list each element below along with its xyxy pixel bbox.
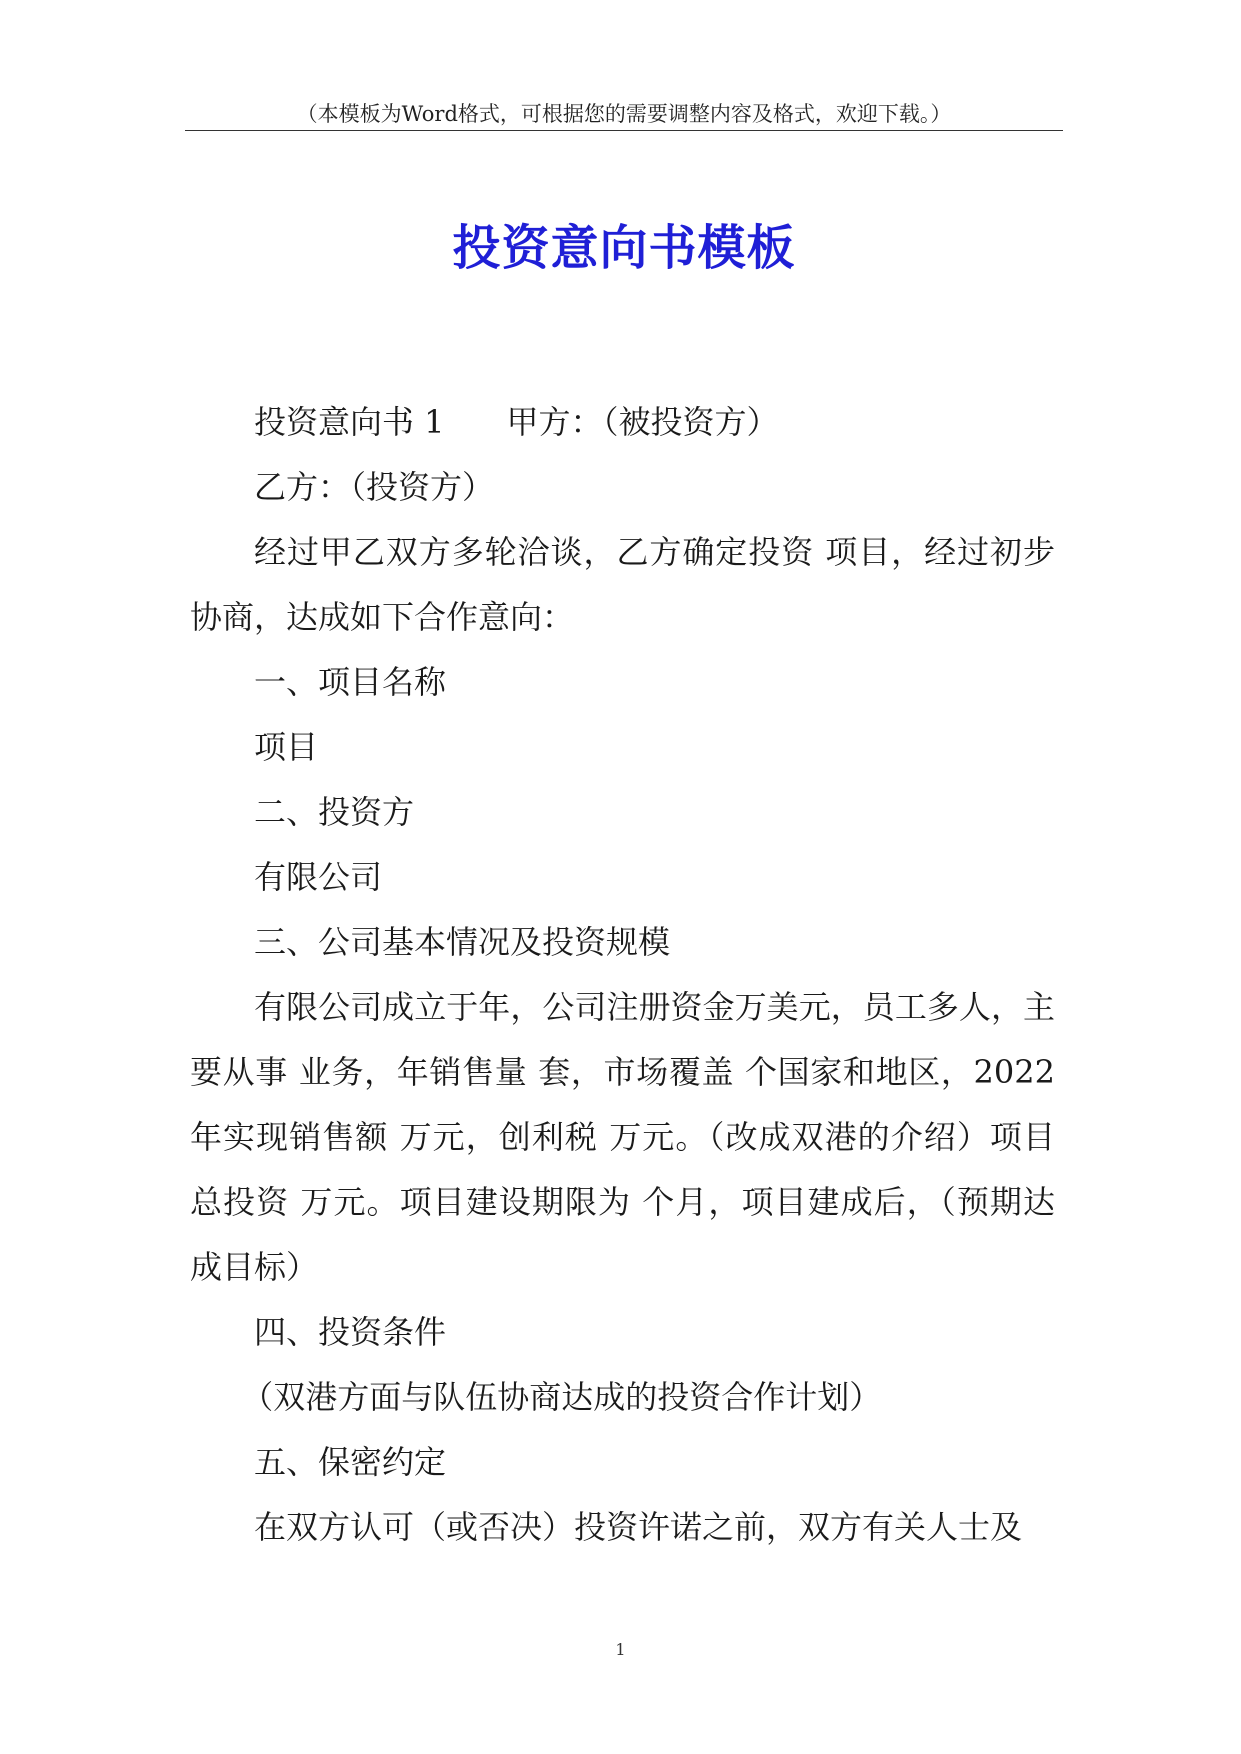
- paragraph: （双港方面与队伍协商达成的投资合作计划）: [241, 1378, 882, 1416]
- paragraph: 经过甲乙双方多轮洽谈，乙方确定投资 项目，经过初步协商，达成如下合作意向：: [190, 533, 1055, 636]
- page-number: 1: [615, 1640, 626, 1659]
- paragraph: 乙方：（投资方）: [254, 468, 495, 506]
- section-heading: 三、公司基本情况及投资规模: [254, 923, 671, 961]
- section-heading: 一、项目名称: [254, 663, 447, 701]
- section-heading: 五、保密约定: [254, 1443, 447, 1481]
- section-heading: 四、投资条件: [254, 1313, 447, 1351]
- document-title: 投资意向书模板: [452, 220, 796, 276]
- heading-line: [190, 390, 1055, 455]
- heading-line-part2: 甲方：（被投资方）: [506, 403, 779, 441]
- header-divider: [185, 130, 1063, 131]
- header-note: （本模板为Word格式，可根据您的需要调整内容及格式，欢迎下载。）: [296, 102, 952, 126]
- document-body: [190, 390, 1055, 1560]
- paragraph: 有限公司: [254, 858, 383, 896]
- paragraph: 有限公司成立于年，公司注册资金万美元，员工多人，主要从事 业务，年销售量 套，市场覆盖 个国家和地区，2022年实现销售额 万元，创利税 万元。（改成双港的介绍）项目总投资 万元。项目建设期限为 个月，项目建成后，（预期达成目标）: [190, 988, 1055, 1286]
- heading-line-part1: 投资意向书 1: [254, 403, 445, 441]
- section-heading: 二、投资方: [254, 793, 415, 831]
- paragraph: 项目: [254, 728, 319, 766]
- paragraph: 在双方认可（或否决）投资许诺之前，双方有关人士及: [254, 1508, 1023, 1546]
